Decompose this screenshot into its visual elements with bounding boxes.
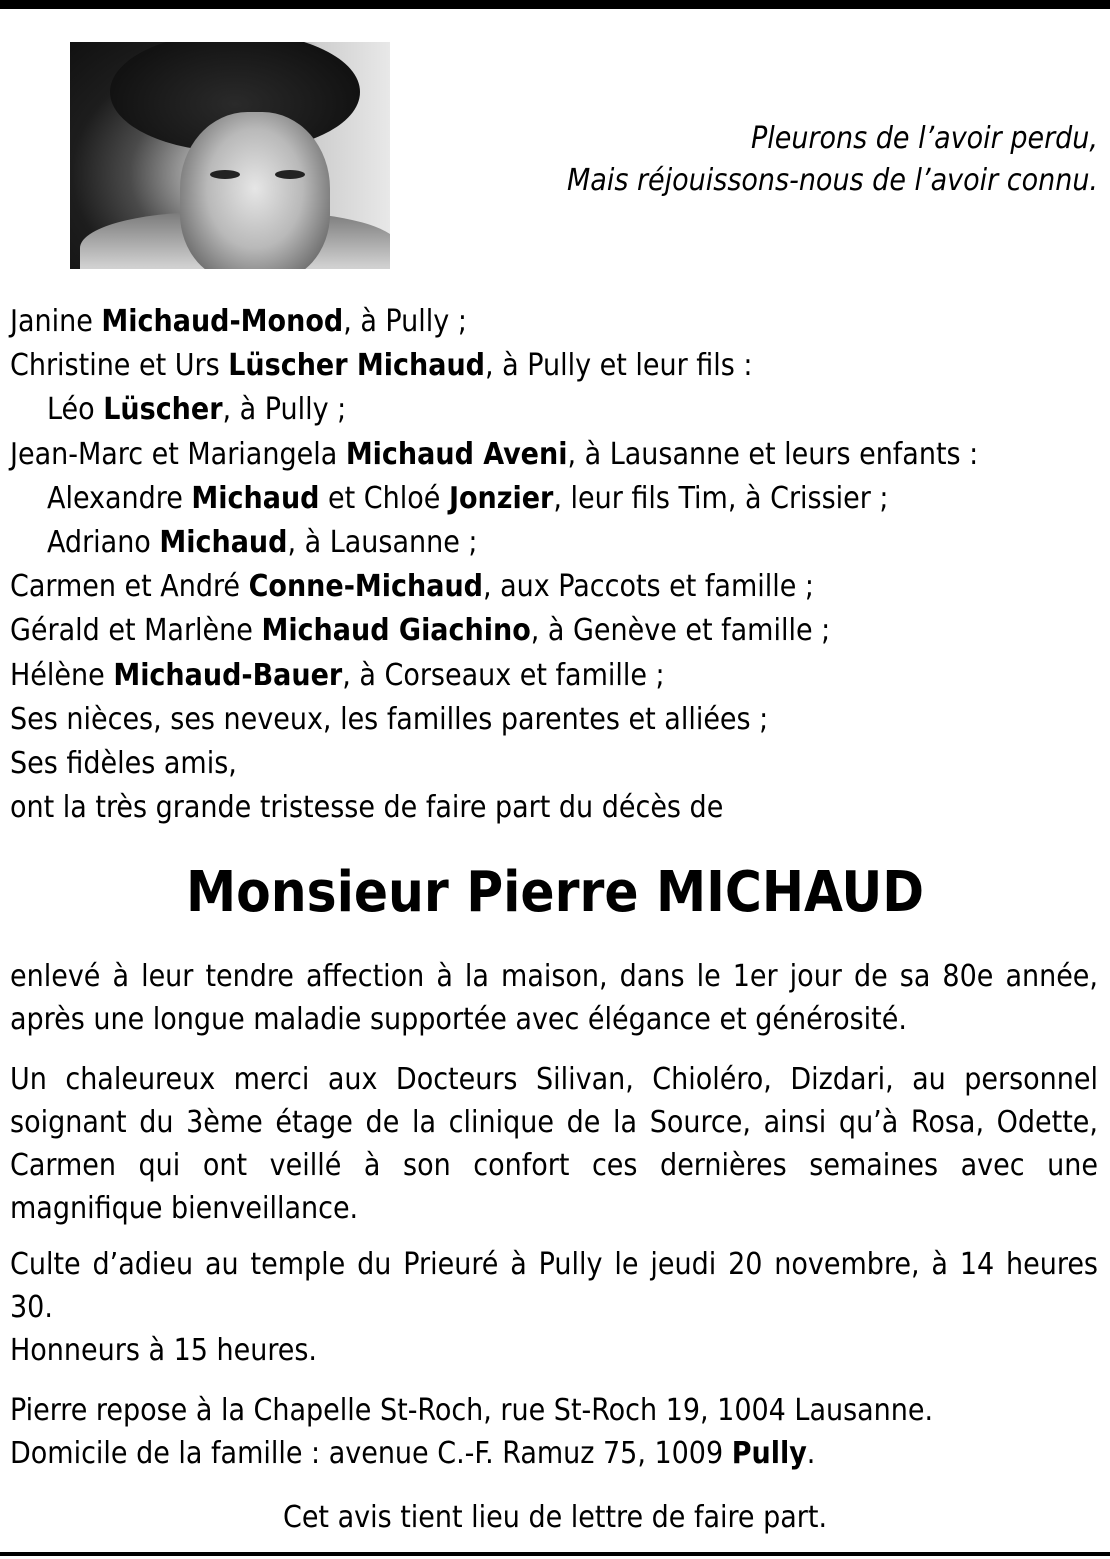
family-line: Hélène Michaud-Bauer, à Corseaux et famille ; [10,657,665,693]
family-address: Domicile de la famille : avenue C.-F. Ramuz 75, 1009 Pully. [10,1436,816,1471]
quote-line-2: Mais réjouissons-nous de l’avoir connu. [567,163,1098,198]
quote-line-1: Pleurons de l’avoir perdu, [750,121,1098,156]
honours-text: Honneurs à 15 heures. [10,1333,317,1368]
closing-note: Cet avis tient lieu de lettre de faire part. [282,1500,828,1535]
paragraph-thanks: Un chaleureux merci aux Docteurs Silivan, Chioléro, Dizdari, au personnel soignant du 3ème étage de la clinique de la Source, ainsi qu’à Rosa, Odette, Carmen qui ont veillé à son confort ces dernières semaines avec une magnifique bienveillance. [10,1062,1098,1226]
family-list [10,300,1100,830]
family-line: Jean-Marc et Mariangela Michaud Aveni, à Lausanne et leurs enfants : [10,436,979,472]
ceremony-text: Culte d’adieu au temple du Prieuré à Pully le jeudi 20 novembre, à 14 heures 30. [10,1247,1098,1325]
family-line: Alexandre Michaud et Chloé Jonzier, leur fils Tim, à Crissier ; [47,480,889,516]
family-line: ont la très grande tristesse de faire part du décès de [10,790,724,826]
family-line: Carmen et André Conne-Michaud, aux Paccots et famille ; [10,569,815,605]
family-line: Janine Michaud-Monod, à Pully ; [10,304,467,339]
family-line: Adriano Michaud, à Lausanne ; [47,525,478,561]
family-line: Ses nièces, ses neveux, les familles parentes et alliées ; [10,701,769,737]
portrait-photo [70,42,390,269]
chapel-address: Pierre repose à la Chapelle St-Roch, rue St-Roch 19, 1004 Lausanne. [10,1393,934,1428]
paragraph-addresses [10,1389,1098,1475]
bottom-rule [0,1552,1110,1556]
family-line: Léo Lüscher, à Pully ; [47,392,347,428]
paragraph-ceremony [10,1243,1098,1372]
family-line: Christine et Urs Lüscher Michaud, à Pully et leur fils : [10,348,753,384]
paragraph-passing: enlevé à leur tendre affection à la maison, dans le 1er jour de sa 80e année, après une longue maladie supportée avec élégance et générosité. [10,959,1098,1037]
family-line: Ses fidèles amis, [10,746,237,782]
top-rule [0,0,1110,9]
family-line: Gérald et Marlène Michaud Giachino, à Genève et famille ; [10,613,831,649]
epitaph-quote [458,118,1098,202]
deceased-name: Monsieur Pierre MICHAUD [185,860,925,925]
